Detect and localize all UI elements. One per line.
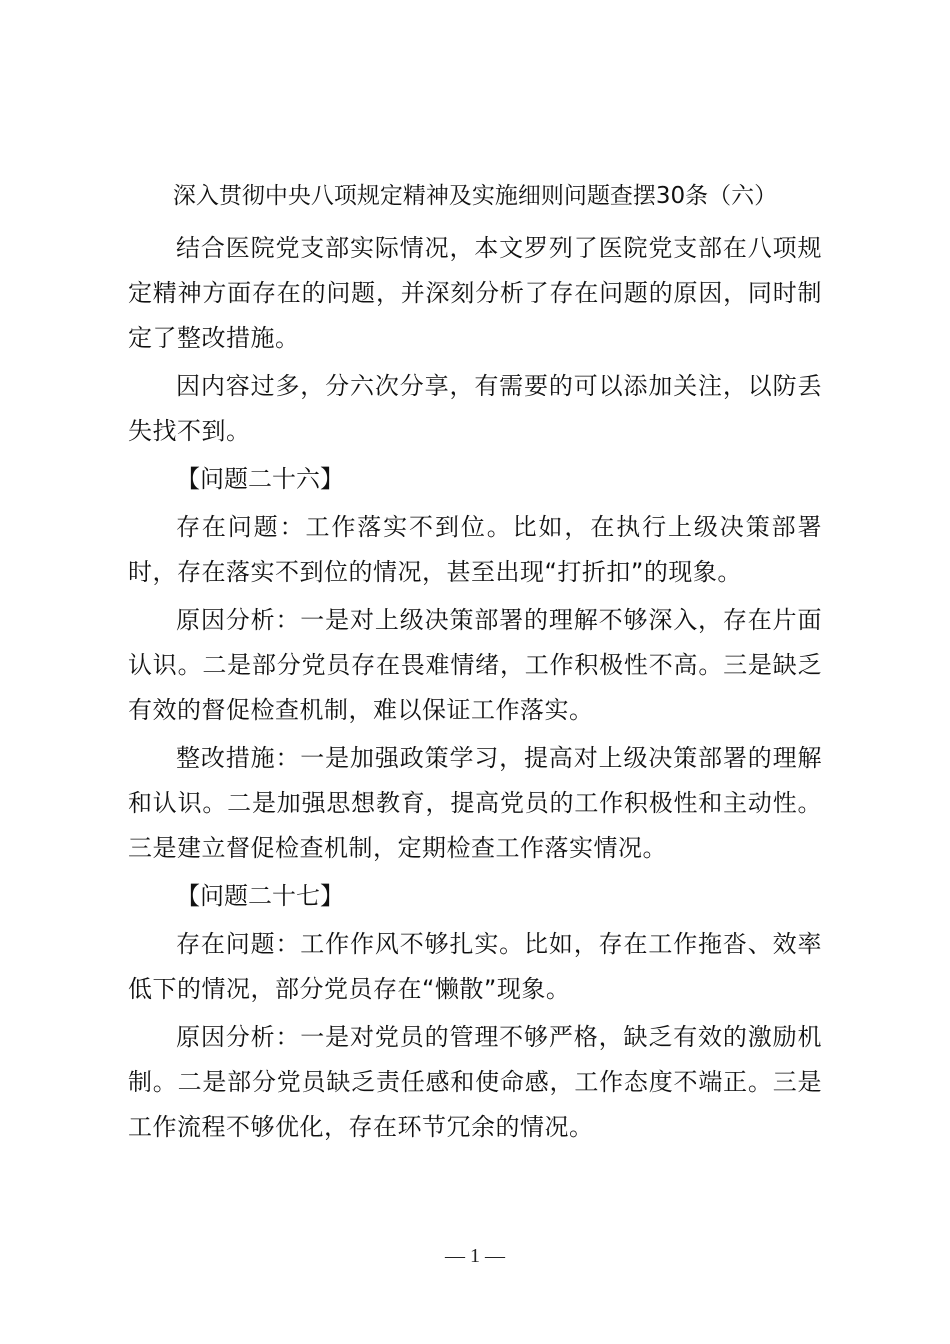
problem-27-cause: 原因分析：一是对党员的管理不够严格，缺乏有效的激励机制。二是部分党员缺乏责任感和使命感，工作态度不端正。三是工作流程不够优化，存在环节冗余的情况。 — [128, 1023, 822, 1141]
problem-26-issue: 存在问题：工作落实不到位。比如，在执行上级决策部署时，存在落实不到位的情况，甚至出现“打折扣”的现象。 — [128, 513, 822, 586]
document-body — [128, 226, 822, 1153]
page-number: — 1 — — [445, 1245, 505, 1267]
intro-paragraph: 结合医院党支部实际情况，本文罗列了医院党支部在八项规定精神方面存在的问题，并深刻分析了存在问题的原因，同时制定了整改措施。 — [128, 234, 822, 352]
section-heading-26: 【问题二十六】 — [176, 465, 344, 493]
section-heading-27: 【问题二十七】 — [176, 882, 344, 910]
problem-26-cause: 原因分析：一是对上级决策部署的理解不够深入，存在片面认识。二是部分党员存在畏难情绪，工作积极性不高。三是缺乏有效的督促检查机制，难以保证工作落实。 — [128, 606, 822, 724]
problem-27-issue: 存在问题：工作作风不够扎实。比如，存在工作拖沓、效率低下的情况，部分党员存在“懒散”现象。 — [128, 930, 822, 1003]
document-title: 深入贯彻中央八项规定精神及实施细则问题查摆30条（六） — [172, 183, 778, 209]
notice-paragraph: 因内容过多，分六次分享，有需要的可以添加关注，以防丢失找不到。 — [128, 372, 822, 445]
problem-26-measures: 整改措施：一是加强政策学习，提高对上级决策部署的理解和认识。二是加强思想教育，提高党员的工作积极性和主动性。三是建立督促检查机制，定期检查工作落实情况。 — [128, 744, 822, 862]
